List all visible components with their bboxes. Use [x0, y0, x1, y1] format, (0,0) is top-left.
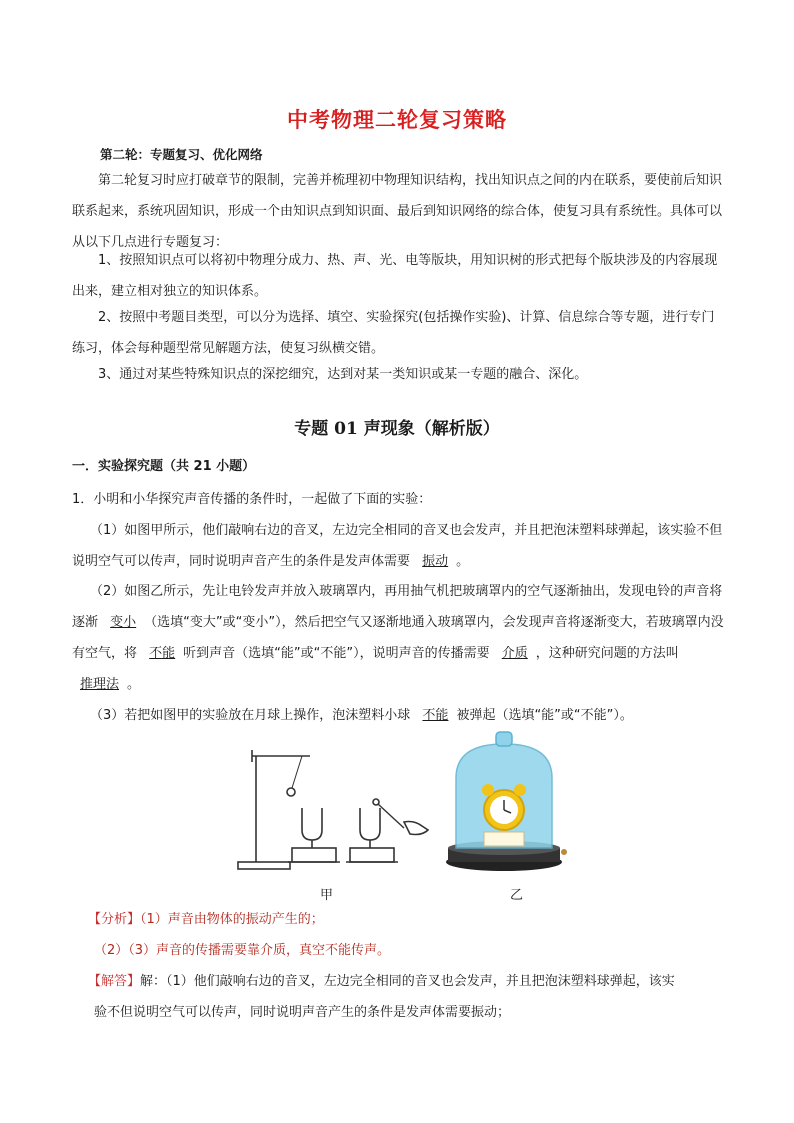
question-part-2: [72, 576, 727, 700]
q2-answer-2: 不能: [149, 646, 176, 661]
solution-text-1: 解：（1）他们敲响右边的音叉，左边完全相同的音叉也会发声，并且把泡沫塑料球弹起，该实: [140, 974, 675, 989]
analysis-text-1: （1）声音由物体的振动产生的；: [140, 912, 324, 927]
solution-tag: 【解答】: [88, 974, 141, 989]
question-part-1: [72, 515, 727, 577]
strategy-item-3: 3、通过对某些特殊知识点的深挖细究，达到对某一类知识或某一专题的融合、深化。: [98, 367, 588, 382]
subheading: 第二轮：专题复习、优化网络: [100, 147, 263, 162]
q2-answer-3: 介质: [501, 646, 528, 661]
q2-text-a: （2）如图乙所示，先让电铃发声并放入玻璃罩内，再用抽气机把玻璃罩内的空气逐渐抽出，发现电铃的声音将逐渐: [72, 584, 723, 630]
q3-answer: 不能: [422, 708, 449, 723]
q1-answer: 振动: [422, 554, 449, 569]
section-title: 一．实验探究题（共 21 小题）: [72, 459, 256, 474]
strategy-item-1: 1、按照知识点可以将初中物理分成力、热、声、光、电等版块，用知识树的形式把每个版块涉及的内容展现出来，建立相对独立的知识体系。: [72, 253, 718, 299]
q2-text-d: ，这种研究问题的方法叫: [535, 646, 679, 661]
q2-text-b: （选填“变大”或“变小”），然后把空气又逐渐地通入玻璃罩内，会发现声音将逐渐变大，若玻璃罩内没有空气，将: [72, 615, 724, 661]
analysis-line-2: （2）（3）声音的传播需要靠介质，真空不能传声。: [94, 943, 391, 958]
question-part-3: [72, 700, 727, 731]
strategy-item-2: 2、按照中考题目类型，可以分为选择、填空、实验探究(包括操作实验)、计算、信息综合等专题，进行专门练习，体会每种题型常见解题方法，使复习纵横交错。: [72, 310, 715, 356]
intro-paragraph: 第二轮复习时应打破章节的限制，完善并梳理初中物理知识结构，找出知识点之间的内在联系，要使前后知识联系起来，系统巩固知识，形成一个由知识点到知识面、最后到知识网络的综合体，使复习具有系统性。具体可以从以下几点进行专题复习：: [72, 173, 723, 250]
q2-text-c: 听到声音（选填“能”或“不能”），说明声音的传播需要: [183, 646, 490, 661]
q2-answer-4: 推理法: [80, 677, 120, 692]
q2-text-e: 。: [127, 677, 141, 692]
page-title: 中考物理二轮复习策略: [287, 108, 507, 132]
q1-text-end: 。: [456, 554, 470, 569]
solution-line-2: 验不但说明空气可以传声，同时说明声音产生的条件是发声体需要振动；: [94, 1005, 511, 1020]
figure-label-jia: 甲: [320, 888, 334, 903]
analysis-line-1: [88, 904, 728, 935]
bell-jar-setup: [446, 732, 567, 871]
tuning-fork-setup: [238, 750, 428, 869]
figure-label-yi: 乙: [510, 888, 524, 903]
analysis-tag: 【分析】: [88, 912, 141, 927]
q2-answer-1: 变小: [110, 615, 137, 630]
q1-text: （1）如图甲所示，他们敲响右边的音叉，左边完全相同的音叉也会发声，并且把泡沫塑料球弹起，该实验不但说明空气可以传声，同时说明声音产生的条件是发声体需要: [72, 523, 723, 569]
topic-title: 专题 01 声现象（解析版）: [294, 419, 500, 439]
q3-text-b: 被弹起（选填“能”或“不能”）。: [456, 708, 633, 723]
question-stem: 1．小明和小华探究声音传播的条件时，一起做了下面的实验：: [72, 492, 432, 507]
q3-text-a: （3）若把如图甲的实验放在月球上操作，泡沫塑料小球: [90, 708, 411, 723]
solution-line-1: [88, 966, 728, 997]
experiment-figure: [232, 730, 592, 880]
